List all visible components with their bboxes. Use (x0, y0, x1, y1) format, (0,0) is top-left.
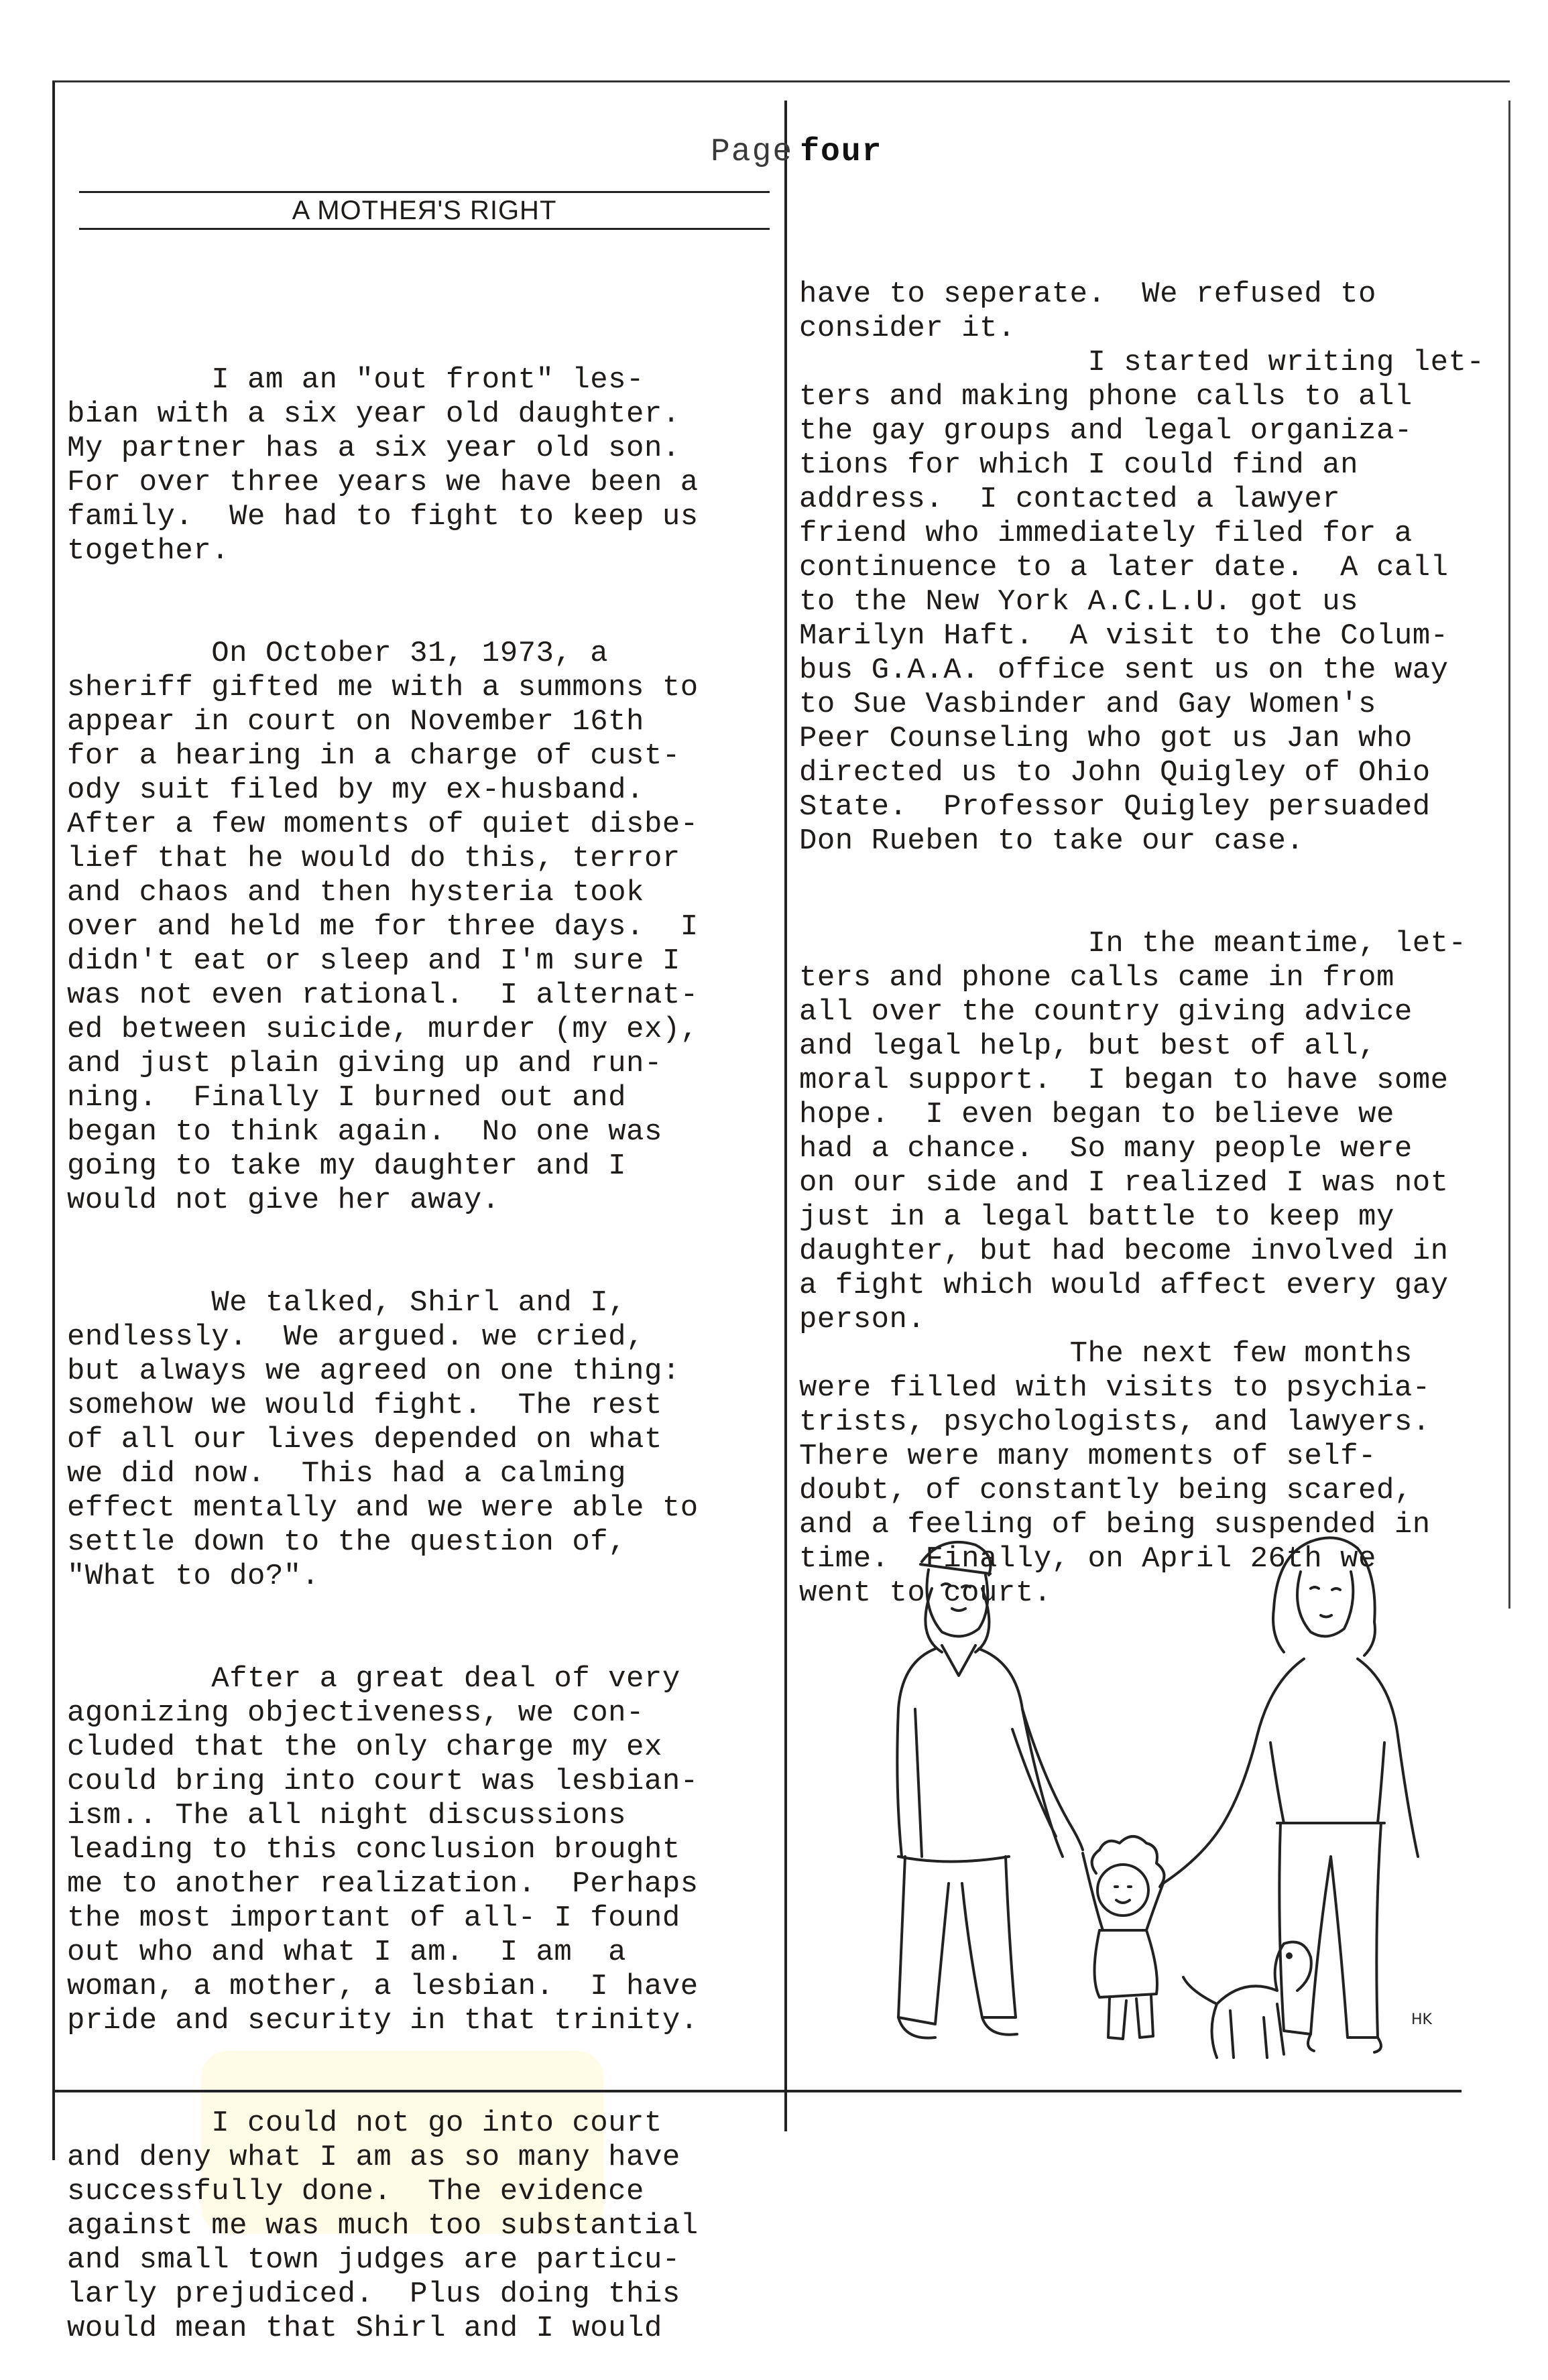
page-word: Page (711, 134, 794, 170)
left-woman-figure (897, 1542, 1083, 2038)
left-paragraph-2: On October 31, 1973, a sheriff gifted me with a summons to appear in court on November 16th for a hearing in a charge of cust- ody suit filed by my ex-husband. After a few moments of quiet disbe- lief that he would do this, terror and chaos and then hysteria took over and held me for three days. I didn't eat or sleep and I'm sure I was not even rational. I alternat- ed between suicide, murder (my ex), and just plain giving up and run- ning. Finally I burned out and began to think again. No one was going to take my daughter and I would not give her away. (67, 637, 699, 1217)
left-paragraph-3: We talked, Shirl and I, endlessly. We argued. we cried, but always we agreed on one thing: somehow we would fight. The rest of all our lives depended on what we did now. This had a calming effect mentally and we were able to settle down to the question of, "What to do?". (67, 1286, 699, 1593)
right-column (799, 209, 1503, 1645)
column-divider (784, 101, 787, 2131)
page-label (711, 134, 882, 170)
family-drawing (841, 1508, 1498, 2084)
dog-figure (1183, 1942, 1311, 2058)
page-number: four (800, 134, 883, 170)
artist-signature: HK (1411, 2011, 1432, 2028)
left-paragraph-5: I could not go into court and deny what I am as so many have successfully done. The evidence against me was much too substantial and small town judges are particu- larly prejudiced. Plus doing this would mean that Shirl and I would (67, 2107, 699, 2345)
left-paragraph-4: After a great deal of very agonizing objectiveness, we con- cluded that the only charge my ex could bring into court was lesbian- ism.. The all night discussions leading to this conclusion brought me to another realization. Perhaps the most important of all- I found out who and what I am. I am a woman, a mother, a lesbian. I have pride and security in that trinity. (67, 1662, 699, 2038)
right-paragraph-2: In the meantime, let- ters and phone calls came in from all over the country giving advice and legal help, but best of all, moral support. I began to have some hope. I even began to believe we had a chance. So many people were on our side and I realized I was not just in a legal battle to keep my daughter, but had become involved in a fight which would affect every gay person. The next few months were filled with visits to psychia- trists, psychologists, and lawyers. There were many moments of self- doubt, of constantly being scared, and a feeling of being suspended in time. Finally, on April 26th we went to court. (799, 927, 1467, 1610)
left-paragraph-1: I am an "out front" les- bian with a six year old daughter. My partner has a six year old son. For over three years we have been a family. We had to fight to keep us together. (67, 363, 699, 568)
article-title: A MOTHEЯ'S RIGHT (292, 196, 557, 225)
article-title-block (79, 191, 770, 230)
left-column (67, 295, 778, 2380)
child-figure (1083, 1823, 1224, 2039)
right-border (1508, 101, 1510, 1609)
right-woman-figure (1224, 1538, 1418, 2052)
right-paragraph-1: have to seperate. We refused to consider it. I started writing let- ters and making phone calls to all the gay groups and legal organiza- tions for which I could find an address. I contacted a lawyer friend who immediately filed for a continuence to a later date. A call to the New York A.C.L.U. got us Marilyn Haft. A visit to the Colum- bus G.A.A. office sent us on the way to Sue Vasbinder and Gay Women's Peer Counseling who got us Jan who directed us to John Quigley of Ohio State. Professor Quigley persuaded Don Rueben to take our case. (799, 277, 1485, 858)
